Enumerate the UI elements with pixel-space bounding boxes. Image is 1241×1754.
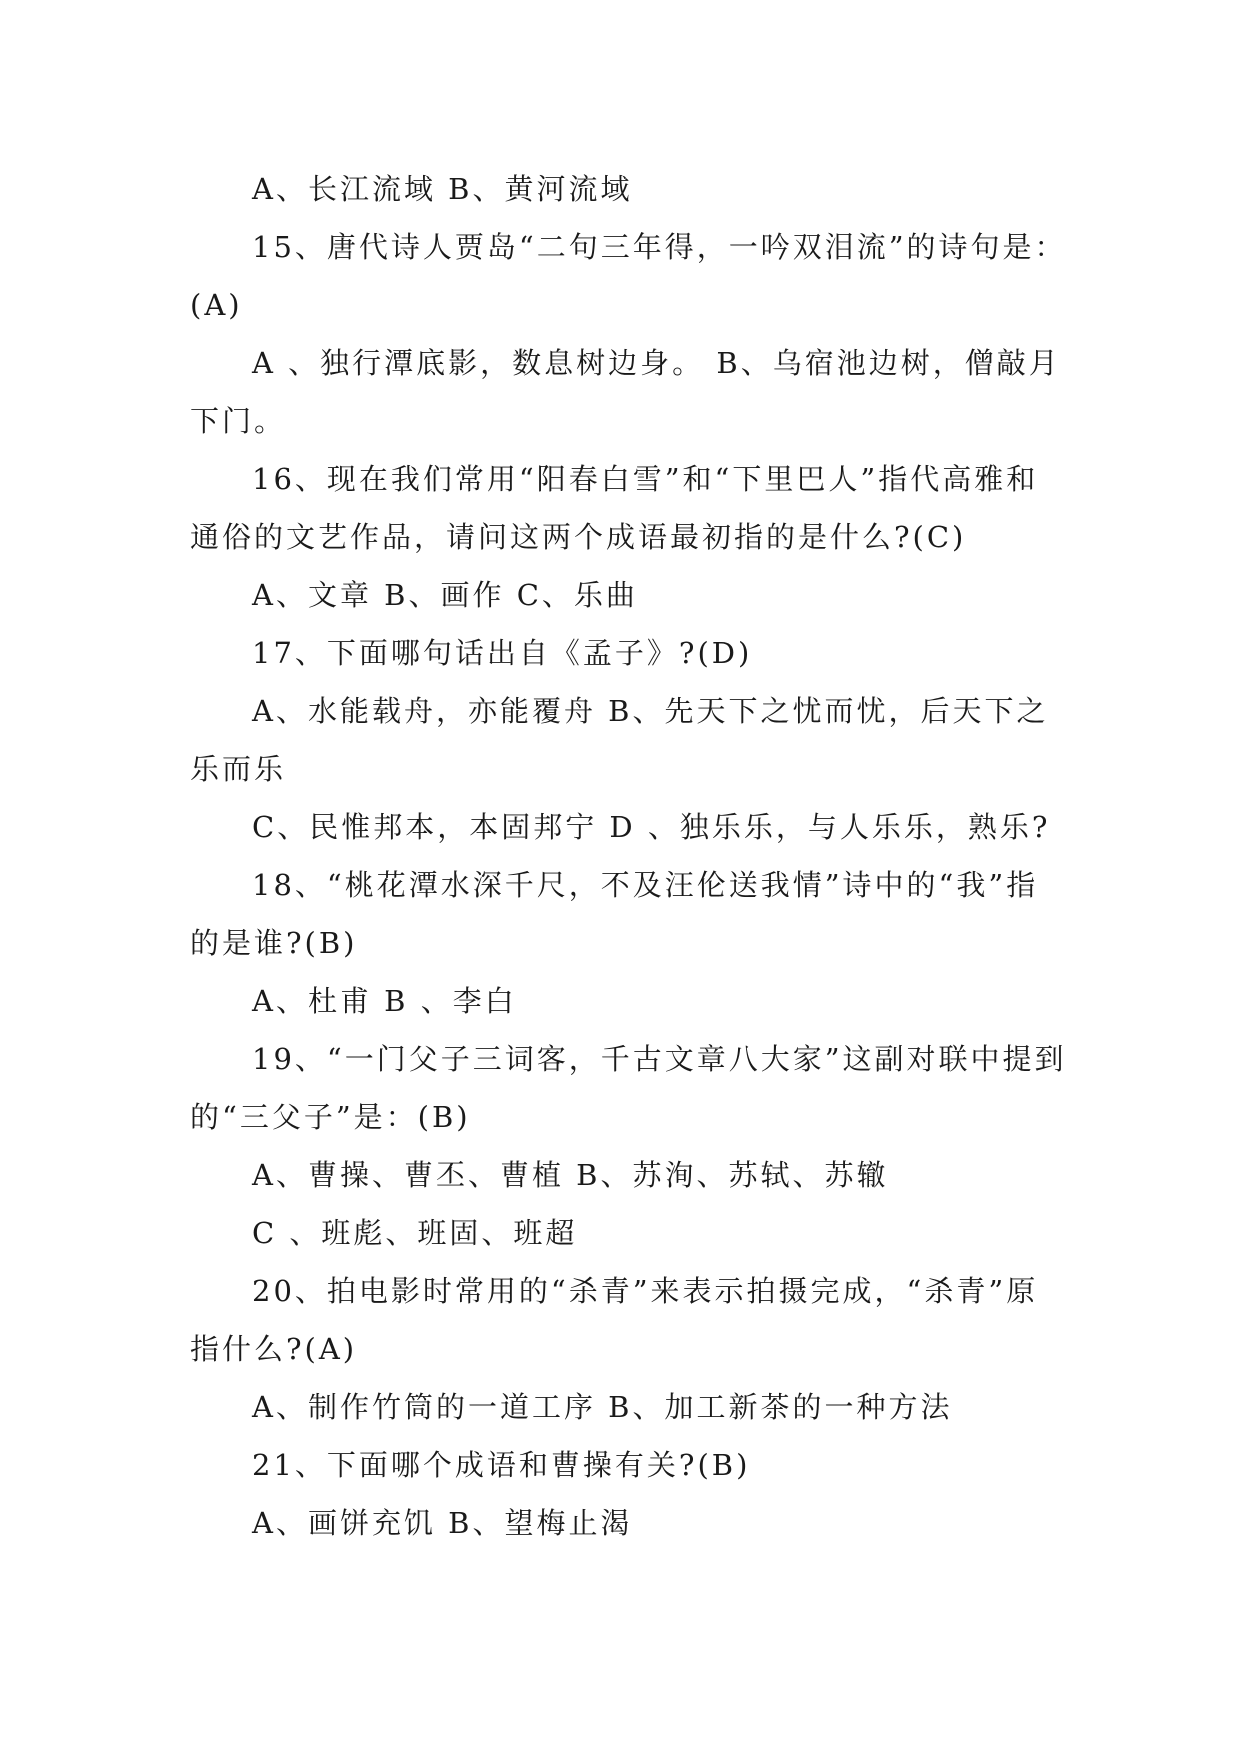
- question-18: 18、“桃花潭水深千尺，不及汪伦送我情”诗中的“我”指的是谁?(B): [190, 868, 1039, 960]
- answer-options-20: A、制作竹筒的一道工序 B、加工新茶的一种方法: [252, 1390, 953, 1424]
- question-19: 19、“一门父子三词客，千古文章八大家”这副对联中提到的“三父子”是：(B): [190, 1042, 1067, 1134]
- answer-options-18: A、杜甫 B 、李白: [252, 984, 517, 1018]
- document-body: [190, 160, 1070, 1552]
- answer-options-14: A、长江流域 B、黄河流域: [252, 172, 633, 206]
- question-15: 15、唐代诗人贾岛“二句三年得，一吟双泪流”的诗句是：(A): [190, 230, 1067, 322]
- answer-options-16: A、文章 B、画作 C、乐曲: [252, 578, 638, 612]
- question-16: 16、现在我们常用“阳春白雪”和“下里巴人”指代高雅和通俗的文艺作品，请问这两个成语最初指的是什么?(C): [190, 462, 1039, 554]
- answer-options-19-c: C 、班彪、班固、班超: [252, 1216, 578, 1250]
- question-17: 17、下面哪句话出自《孟子》?(D): [252, 636, 753, 670]
- answer-options-17-cd: C、民惟邦本，本固邦宁 D 、独乐乐，与人乐乐，熟乐?: [252, 810, 1051, 844]
- answer-options-19-ab: A、曹操、曹丕、曹植 B、苏洵、苏轼、苏辙: [252, 1158, 889, 1192]
- answer-options-15: A 、独行潭底影，数息树边身。 B、乌宿池边树，僧敲月下门。: [190, 346, 1061, 438]
- question-21: 21、下面哪个成语和曹操有关?(B): [252, 1448, 751, 1482]
- answer-options-17-ab: A、水能载舟，亦能覆舟 B、先天下之忧而忧，后天下之乐而乐: [190, 694, 1049, 786]
- answer-options-21: A、画饼充饥 B、望梅止渴: [252, 1506, 633, 1540]
- question-20: 20、拍电影时常用的“杀青”来表示拍摄完成，“杀青”原指什么?(A): [190, 1274, 1039, 1366]
